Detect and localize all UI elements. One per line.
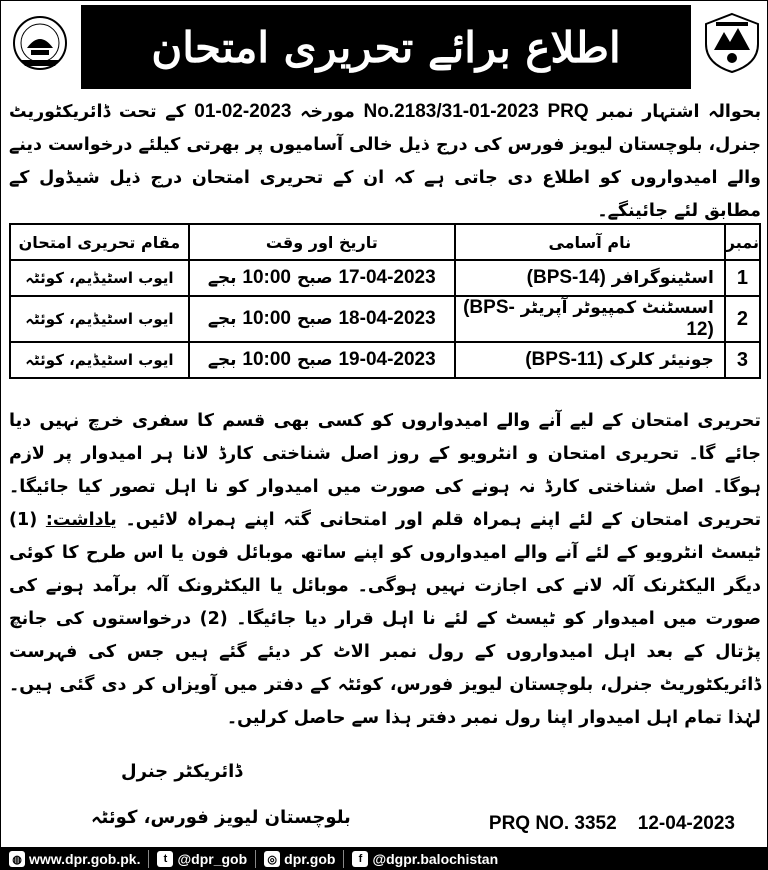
social-handle: www.dpr.gob.pk.	[29, 851, 141, 867]
intro-start: بحوالہ اشتہار نمبر	[597, 102, 762, 122]
exam-date: 19-04-2023	[338, 349, 436, 370]
post-name: جونیئر کلرک	[609, 350, 714, 370]
row-post	[455, 342, 725, 378]
social-separator	[343, 850, 344, 868]
header-venue: مقام تحریری امتحان	[10, 224, 189, 260]
social-bar	[1, 847, 768, 870]
exam-time: 10:00	[242, 308, 292, 329]
morning-label: صبح	[296, 268, 333, 288]
row-post	[455, 296, 725, 342]
prq-date: 12-04-2023	[637, 813, 735, 834]
row-post	[455, 260, 725, 296]
notice-paragraph	[9, 405, 761, 735]
twitter-icon: t	[157, 851, 173, 867]
post-bps: (BPS-11)	[525, 349, 604, 370]
morning-label: صبح	[296, 350, 333, 370]
header-datetime: تاریخ اور وقت	[189, 224, 455, 260]
table-row	[10, 296, 760, 342]
social-item[interactable]	[9, 851, 140, 867]
note-label: یاداشت:	[45, 510, 117, 530]
baje-label: بجے	[207, 350, 237, 370]
header-post: نام آسامی	[455, 224, 725, 260]
social-handle: @dgpr.balochistan	[372, 851, 499, 867]
facebook-icon: f	[352, 851, 368, 867]
exam-date: 17-04-2023	[338, 267, 436, 288]
intro-paragraph	[9, 95, 761, 228]
post-bps: (BPS-12)	[463, 297, 714, 340]
baje-label: بجے	[207, 268, 237, 288]
schedule-table	[9, 223, 761, 379]
row-venue: ایوب اسٹیڈیم، کوئٹہ	[10, 342, 189, 378]
header	[1, 1, 768, 91]
notice-part2: (1) ٹیسٹ انٹرویو کے لئے آنے والے امیدواروں کو اپنے ساتھ موبائل فون یا اس طرح کا کوئی دیگر الیکٹرنک آلہ لانے کی اجازت نہیں ہوگی۔ موبائل یا الیکٹرونک آلہ برآمد ہونے کی صورت میں امیدوار کو ٹیسٹ کے لئے نا اہل قرار دیا جائیگا۔ (2) درخواستوں کی جانچ پڑتال کے بعد اہل امیدواروں کے رول نمبر الاٹ کر دیئے گئے ہیں جس کی فہرست ڈائریکٹوریٹ جنرل، بلوچستان لیویز فورس، کوئٹہ کے دفتر میں آویزاں کر دی گئی ہیں۔ لہٰذا تمام اہل امیدوار اپنا رول نمبر دفتر ہذا سے حاصل کرلیں۔	[9, 510, 761, 728]
header-no: نمبر	[725, 224, 760, 260]
post-bps: (BPS-14)	[526, 267, 606, 288]
instagram-icon: ◎	[264, 851, 280, 867]
exam-date: 18-04-2023	[338, 308, 436, 329]
social-item[interactable]	[264, 851, 335, 867]
exam-time: 10:00	[242, 267, 292, 288]
signature-title: ڈائریکٹر جنرل	[121, 761, 243, 782]
signature-org: بلوچستان لیویز فورس، کوئٹہ	[91, 807, 351, 828]
table-header-row	[10, 224, 760, 260]
social-handle: @dpr_gob	[177, 851, 248, 867]
baje-label: بجے	[207, 309, 237, 329]
page-title: اطلاع برائے تحریری امتحان	[151, 22, 621, 72]
social-separator	[148, 850, 149, 868]
globe-icon: ◍	[9, 851, 25, 867]
exam-time: 10:00	[242, 349, 292, 370]
prq-footer	[489, 813, 735, 835]
ad-number: No.2183/31-01-2023	[363, 101, 539, 122]
row-number: 1	[725, 260, 760, 296]
row-number: 2	[725, 296, 760, 342]
row-datetime	[189, 296, 455, 342]
table-row	[10, 342, 760, 378]
row-datetime	[189, 342, 455, 378]
table-row	[10, 260, 760, 296]
dpr-logo-icon	[7, 7, 73, 79]
row-venue: ایوب اسٹیڈیم، کوئٹہ	[10, 296, 189, 342]
post-name: اسسٹنٹ کمپیوٹر آپریٹر	[520, 298, 714, 318]
social-separator	[255, 850, 256, 868]
intro-rest: کے تحت ڈائریکٹوریٹ جنرل، بلوچستان لیویز فورس کی درج ذیل خالی آسامیوں پر بھرتی کیلئے درخواست دینے والے امیدواروں کو اطلاع دی جاتی ہے کہ ان کے تحریری امتحان درج ذیل شیڈول کے مطابق لئے جائینگے۔	[8, 102, 761, 221]
row-number: 3	[725, 342, 760, 378]
row-venue: ایوب اسٹیڈیم، کوئٹہ	[10, 260, 189, 296]
row-datetime	[189, 260, 455, 296]
levies-logo-icon	[699, 7, 765, 79]
social-handle: dpr.gob	[284, 851, 336, 867]
social-item[interactable]	[352, 851, 498, 867]
ad-date: 01-02-2023	[194, 101, 292, 122]
social-item[interactable]	[157, 851, 247, 867]
notice-part1: تحریری امتحان کے لیے آنے والے امیدواروں کو کسی بھی قسم کا سفری خرچ نہیں دیا جائے گا۔ تحریری امتحان و انٹرویو کے روز اصل شناختی کارڈ لانا ہر امیدوار پر لازم ہوگا۔ اصل شناختی کارڈ نہ ہونے کی صورت میں امیدوار کو نا اہل تصور کیا جائیگا۔ تحریری امتحان کے لئے اپنے ہمراہ قلم اور امتحانی گتہ اپنے ہمراہ لائیں۔	[9, 411, 762, 530]
post-name: اسٹینوگرافر	[611, 268, 714, 288]
ad-prq: PRQ	[547, 101, 589, 122]
title-banner	[81, 5, 691, 89]
prq-number: PRQ NO. 3352	[488, 813, 617, 834]
morning-label: صبح	[296, 309, 333, 329]
dated-label: مورخہ	[300, 102, 355, 122]
